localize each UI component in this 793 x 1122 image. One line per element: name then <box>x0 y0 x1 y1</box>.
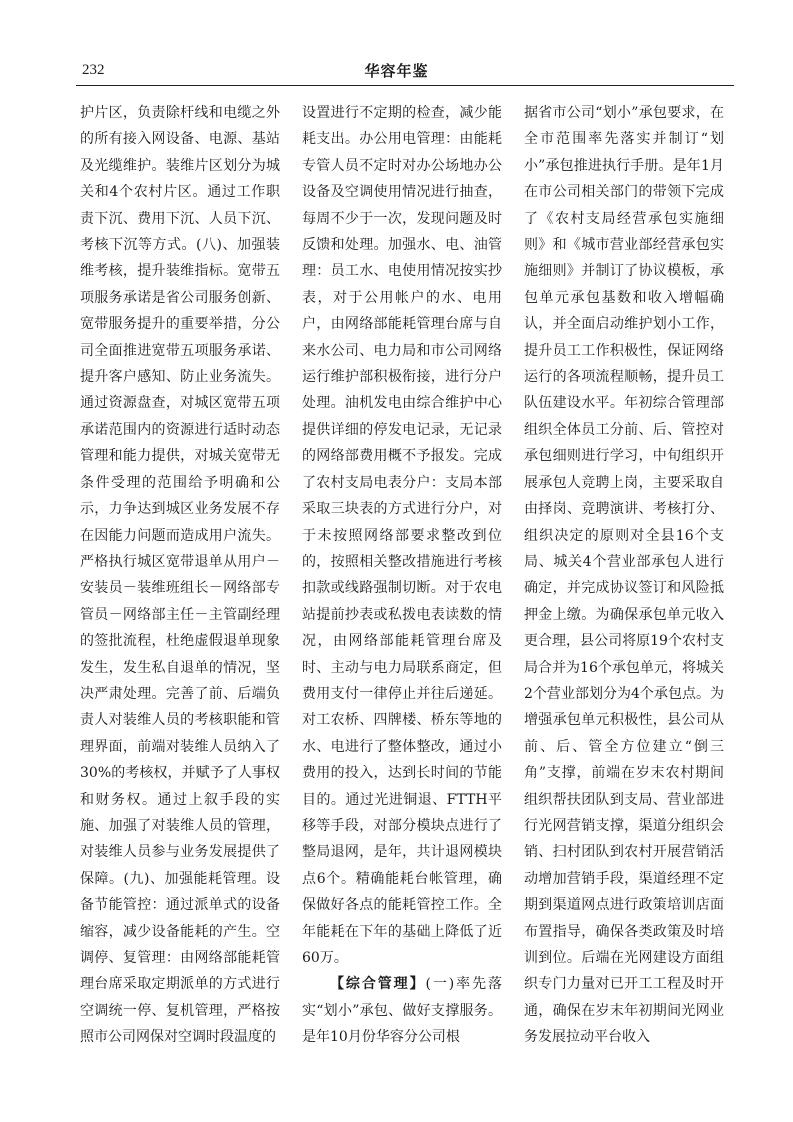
column-3-paragraph: 据省市公司“划小”承包要求，在全市范围率先落实并制订“划小”承包推进执行手册。是年1月在市公司相关部门的带领下完成了《农村支局经营承包实施细则》和《城市营业部经营承包实施细则》并制订了协议模板，承包单元承包基数和收入增幅确认，并全面启动维护划小工作，提升员工工作积极性，保证网络运行的各项流程顺畅，提升员工队伍建设水平。年初综合管理部组织全体员工分前、后、管控对承包细则进行学习，中旬组织开展承包人竞聘上岗，主要采取自由择岗、竞聘演讲、考核打分、组织决定的原则对全县16个支局、城关4个营业部承包人进行确定，并完成协议签订和风险抵押金上缴。为确保承包单元收入更合理，县公司将原19个农村支局合并为16个承包单元，将城关2个营业部划分为4个承包点。为增强承包单元积极性，县公司从前、后、管全方位建立“倒三角”支撑，前端在岁末农村期间组织帮扶团队到支局、营业部进行光网营销支撑，渠道分组织会销、扫村团队到农村开展营销活动增加营销手段，渠道经理不定期到渠道网点进行政策培训店面布置指导，确保各类政策及时培训到位。后端在光网建设方面组织专门力量对已开工工程及时开通，确保在岁末年初期间光网业务发展拉动平台收入 <box>524 105 724 1046</box>
text-column-3 <box>524 100 724 1051</box>
header-rule <box>76 85 734 86</box>
text-column-2 <box>302 100 502 1051</box>
running-head-title: 华容年鉴 <box>364 62 429 80</box>
section-paragraph-comprehensive-management <box>302 971 502 1050</box>
column-1-paragraph: 护片区，负责除杆线和电缆之外的所有接入网设备、电源、基站及光缆维护。装维片区划分为城关和4个农村片区。通过工作职责下沉、费用下沉、人员下沉、考核下沉等方式。(八)、加强装维考核，提升装维指标。宽带五项服务承诺是省公司服务创新、宽带服务提升的重要举措，分公司全面推进宽带五项服务承诺、提升客户感知、防止业务流失。通过资源盘查，对城区宽带五项承诺范围内的资源进行适时动态管理和能力提供，对城关宽带无条件受理的范围给予明确和公示，力争达到城区业务发展不存在因能力问题而造成用户流失。严格执行城区宽带退单从用户－安装员－装维班组长－网络部专管员－网络部主任－主管副经理的签批流程，杜绝虚假退单现象发生，发生私自退单的情况，坚决严肃处理。完善了前、后端负责人对装维人员的考核职能和管理界面，前端对装维人员纳入了30%的考核权，并赋予了人事权和财务权。通过上叙手段的实施、加强了对装维人员的管理，对装维人员参与业务发展提供了保障。(九)、加强能耗管理。设备节能管控：通过派单式的设备缩容，减少设备能耗的产生。空调停、复管理：由网络部能耗管理台席采取定期派单的方式进行空调统一停、复机管理，严格按照市公司网保对空调时段温度的 <box>80 105 280 1046</box>
column-2-paragraph: 设置进行不定期的检查，减少能耗支出。办公用电管理：由能耗专管人员不定时对办公场地办公设备及空调使用情况进行抽查，每周不少于一次，发现问题及时反馈和处理。加强水、电、油管理：员工水、电使用情况按实抄表，对于公用帐户的水、电用户，由网络部能耗管理台席与自来水公司、电力局和市公司网络运行维护部积极衔接，进行分户处理。油机发电由综合维护中心提供详细的停发电记录，无记录的网络部费用概不予报发。完成了农村支局电表分户：支局本部采取三块表的方式进行分户，对于未按照网络部要求整改到位的，按照相关整改措施进行考核扣款或线路强制切断。对于农电站提前抄表或私拨电表读数的情况，由网络部能耗管理台席及时、主动与电力局联系商定，但费用支付一律停止并往后递延。对工农桥、四牌楼、桥东等地的水、电进行了整体整改，通过小费用的投入，达到长时间的节能目的。通过光进铜退、FTTH平移等手段，对部分模块点进行了整局退网，是年，共计退网模块点6个。精确能耗台帐管理，确保做好各点的能耗管控工作。全年能耗在下年的基础上降低了近60万。 <box>302 105 502 966</box>
text-column-1 <box>80 100 280 1051</box>
section-heading-text: (一)率先落实“划小”承包、做好支撑服务。是年10月份华容分公司根 <box>302 976 502 1046</box>
page-number: 232 <box>82 62 105 78</box>
section-heading: 【综合管理】 <box>330 976 426 993</box>
